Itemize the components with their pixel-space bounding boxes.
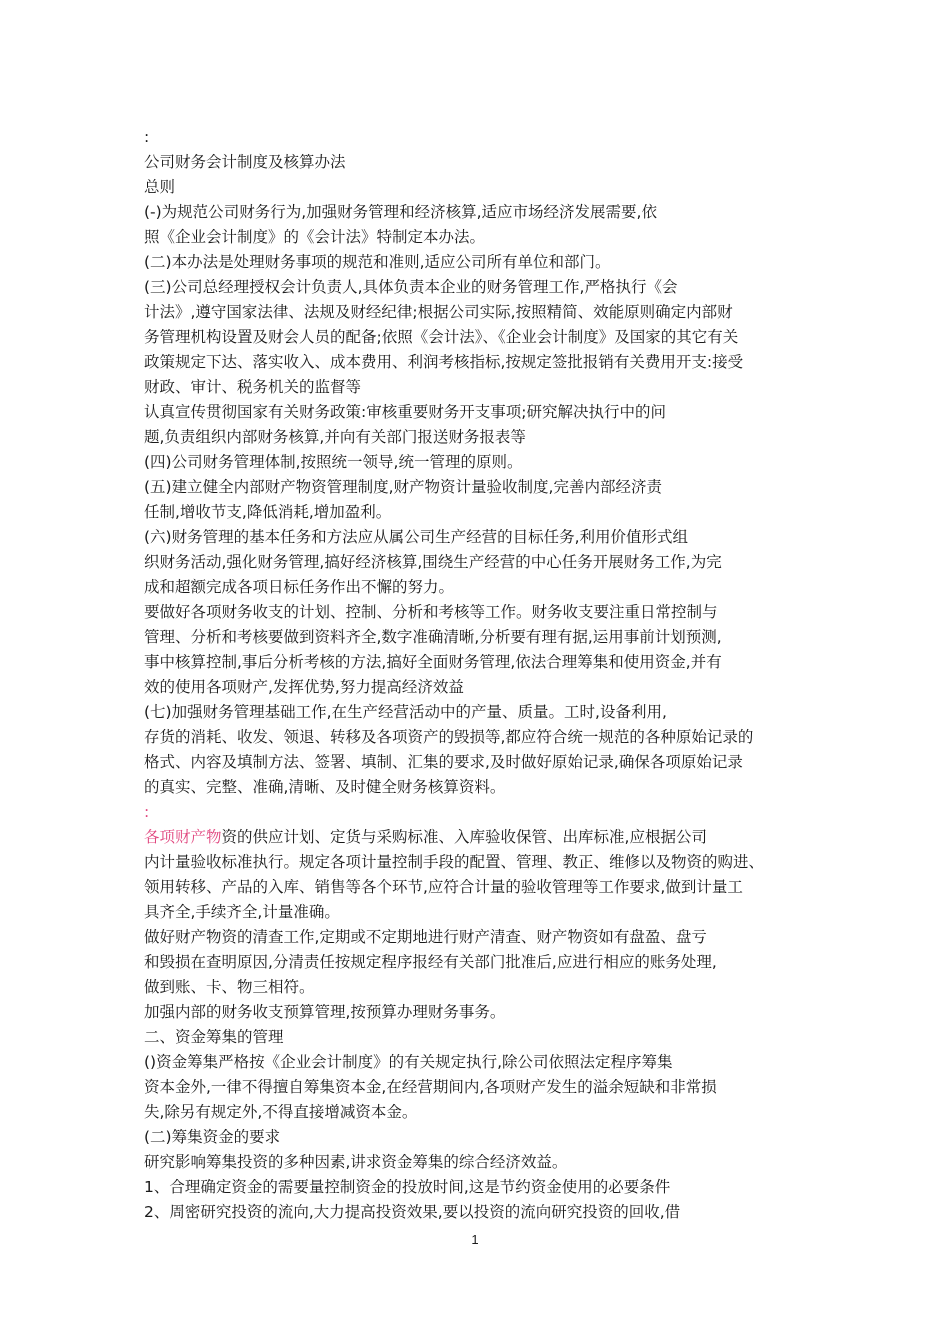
text-line: 要做好各项财务收支的计划、控制、分析和考核等工作。财务收支要注重日常控制与	[144, 603, 718, 621]
text-line: :	[144, 128, 150, 146]
text-line: 认真宣传贯彻国家有关财务政策:审核重要财务开支事项;研究解决执行中的问	[144, 403, 666, 421]
text-line: 织财务活动,强化财务管理,搞好经济核算,围绕生产经营的中心任务开展财务工作,为完	[144, 553, 722, 571]
text-line: (二)筹集资金的要求	[144, 1128, 281, 1146]
section-heading: 二、资金筹集的管理	[144, 1028, 284, 1046]
text-line: 事中核算控制,事后分析考核的方法,搞好全面财务管理,依法合理筹集和使用资金,并有	[144, 653, 722, 671]
text-line: 领用转移、产品的入库、销售等各个环节,应符合计量的验收管理等工作要求,做到计量工	[144, 878, 743, 896]
text-line-rest: 资的供应计划、定货与采购标准、入库验收保管、出库标准,应根据公司	[221, 828, 707, 846]
text-line: (三)公司总经理授权会计负责人,具体负责本企业的财务管理工作,严格执行《会	[144, 278, 678, 296]
text-line: 研究影响筹集投资的多种因素,讲求资金筹集的综合经济效益。	[144, 1153, 568, 1171]
text-line: 和毁损在查明原因,分清责任按规定程序报经有关部门批准后,应进行相应的账务处理,	[144, 953, 717, 971]
text-line: (-)为规范公司财务行为,加强财务管理和经济核算,适应市场经济发展需要,依	[144, 203, 657, 221]
text-line: ()资金筹集严格按《企业会计制度》的有关规定执行,除公司依照法定程序筹集	[144, 1053, 673, 1071]
text-line: 做到账、卡、物三相符。	[144, 978, 315, 996]
text-line: 1、合理确定资金的需要量控制资金的投放时间,这是节约资金使用的必要条件	[144, 1178, 671, 1196]
text-line: 任制,增收节支,降低消耗,增加盈利。	[144, 503, 392, 521]
text-line: 成和超额完成各项日标任务作出不懈的努力。	[144, 578, 455, 596]
text-line: (五)建立健全内部财产物资管理制度,财产物资计量验收制度,完善内部经济责	[144, 478, 662, 496]
text-line: 格式、内容及填制方法、签署、填制、汇集的要求,及时做好原始记录,确保各项原始记录	[144, 753, 743, 771]
text-line: 内计量验收标准执行。规定各项计量控制手段的配置、管理、教正、维修以及物资的购进、	[144, 853, 765, 871]
text-line: 资本金外,一律不得擅自筹集资本金,在经营期间内,各项财产发生的溢余短缺和非常损	[144, 1078, 717, 1096]
document-title: 公司财务会计制度及核算办法	[144, 153, 346, 171]
text-line: 管理、分析和考核要做到资料齐全,数字准确清晰,分析要有理有据,运用事前计划预测,	[144, 628, 722, 646]
text-line: 存货的消耗、收发、领退、转移及各项资产的毁损等,都应符合统一规范的各种原始记录的	[144, 728, 754, 746]
section-heading: 总则	[144, 178, 176, 196]
text-line: (六)财务管理的基本任务和方法应从属公司生产经营的目标任务,利用价值形式组	[144, 528, 689, 546]
text-line: 务管理机构设置及财会人员的配备;依照《会计法》、《企业会计制度》及国家的其它有关	[144, 328, 739, 346]
text-line: 财政、审计、税务机关的监督等	[144, 378, 362, 396]
pink-highlight: 各项财产物	[144, 828, 222, 846]
text-line: 2、周密研究投资的流向,大力提高投资效果,要以投资的流向研究投资的回收,借	[144, 1203, 681, 1221]
pink-colon: :	[144, 803, 150, 821]
text-line	[144, 826, 707, 848]
page-number: 1	[471, 1232, 479, 1247]
text-line: 做好财产物资的清查工作,定期或不定期地进行财产清查、财产物资如有盘盈、盘亏	[144, 928, 707, 946]
text-line: (二)本办法是处理财务事项的规范和准则,适应公司所有单位和部门。	[144, 253, 611, 271]
text-line: 的真实、完整、准确,清晰、及时健全财务核算资料。	[144, 778, 506, 796]
text-line: 政策规定下达、落实收入、成本费用、利润考核指标,按规定签批报销有关费用开支:接受	[144, 353, 744, 371]
text-line: 效的使用各项财产,发挥优势,努力提高经济效益	[144, 678, 464, 696]
text-line: 照《企业会计制度》的《会计法》特制定本办法。	[144, 228, 486, 246]
text-line: 题,负责组织内部财务核算,并向有关部门报送财务报表等	[144, 428, 526, 446]
text-line: 计法》,遵守国家法律、法规及财经纪律;根据公司实际,按照精简、效能原则确定内部财	[144, 303, 733, 321]
text-line: 具齐全,手续齐全,计量准确。	[144, 903, 340, 921]
text-line: 失,除另有规定外,不得直接增减资本金。	[144, 1103, 418, 1121]
text-line: 加强内部的财务收支预算管理,按预算办理财务事务。	[144, 1003, 506, 1021]
text-line: (四)公司财务管理体制,按照统一领导,统一管理的原则。	[144, 453, 523, 471]
text-line: (七)加强财务管理基础工作,在生产经营活动中的产量、质量。工时,设备利用,	[144, 703, 667, 721]
